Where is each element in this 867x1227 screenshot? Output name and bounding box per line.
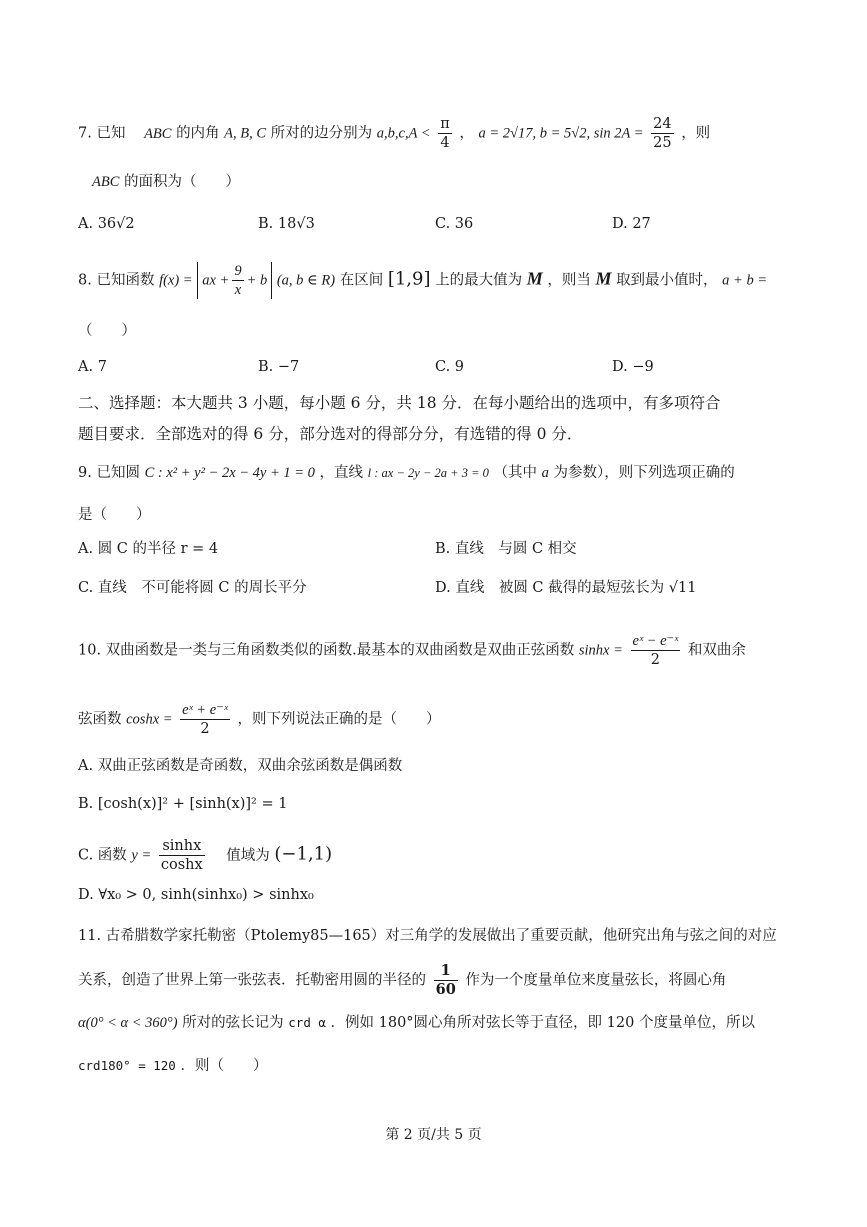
q7-line1: 7. 已知 ABC 的内角 A, B, C 所对的边分别为 a,b,c,A < $\frac{\pi}{4}$ ， a = 2√17, b = 5√2, sin 2A = $\frac{24}{25}$ ，则	[78, 116, 711, 151]
q7-conditions: a = 2√17, b = 5√2, sin 2A =	[478, 125, 644, 142]
q7-pi-fraction: $\frac{\pi}{4}$	[440, 116, 450, 151]
q9-circle-equation: C : x² + y² − 2x − 4y + 1 = 0	[144, 465, 315, 481]
q9-option-c: C. 直线 不可能将圆 C 的周长平分	[78, 580, 307, 596]
q9-option-d: D. 直线 被圆 C 截得的最短弦长为 √11	[435, 580, 697, 596]
q9-line1: 9. 已知圆 C : x² + y² − 2x − 4y + 1 = 0 ，直线 l : ax − 2y − 2a + 3 = 0 （其中 a 为参数），则下列选项正确的	[78, 465, 735, 481]
q8-option-b: B. −7	[258, 359, 300, 375]
q10-line2: 弦函数 coshx = $\frac{\text{eˣ + e⁻ˣ}}{2}$ ，则下列说法正确的是（ ）	[78, 702, 441, 737]
q8-line1: 8. 已知函数 f(x) = ax + $\frac{9}{x}$ + b (a, b ∈ R) 在区间 [1,9] 上的最大值为 M ，则当 M 取到最小值时， a + b =	[78, 263, 768, 298]
page-footer: 第 2 页/共 5 页	[385, 1127, 482, 1143]
q9-line-equation: l : ax − 2y − 2a + 3 = 0	[367, 466, 489, 480]
q7-sides: a,b,c,A <	[376, 125, 431, 142]
q7-sin-fraction: $\frac{24}{25}$	[653, 116, 672, 151]
q10-option-d: D. ∀x₀ > 0, sinh(sinhx₀) > sinhx₀	[78, 887, 314, 903]
q7-triangle: ABC	[144, 125, 172, 142]
q9-option-b: B. 直线 与圆 C 相交	[435, 541, 577, 557]
q7-angles: A, B, C	[224, 125, 267, 142]
q8-line2: （ ）	[78, 323, 136, 339]
q10-sinh-definition: sinhx =	[578, 642, 623, 659]
section2-heading-line1: 二、选择题：本大题共 3 小题，每小题 6 分，共 18 分．在每小题给出的选项中，有多项符合	[78, 394, 721, 412]
q8-function: f(x) =	[159, 272, 193, 289]
q8-option-a: A. 7	[78, 359, 107, 375]
q11-line3: α(0° < α < 360°) 所对的弦长记为 crd α ．例如 180°圆心角所对弦长等于直径，即 120 个度量单位，所以	[78, 1015, 755, 1031]
q11-line2: 关系，创造了世界上第一张弦表．托勒密用圆的半径的 $\frac{1}{60}$ 作为一个度量单位来度量弦长，将圆心角	[78, 962, 727, 998]
q7-text-2: 所对的边分别为	[270, 125, 373, 142]
q11-line4: crd180° = 120 ．则（ ）	[78, 1058, 268, 1074]
q11-line1: 11. 古希腊数学家托勒密（Ptolemy85—165）对三角学的发展做出了重要贡献，他研究出角与弦之间的对应	[78, 928, 777, 944]
q10-line1: 10. 双曲函数是一类与三角函数类似的函数.最基本的双曲函数是双曲正弦函数 sinhx = $\frac{\text{eˣ − e⁻ˣ}}{2}$ 和双曲余	[78, 633, 746, 668]
q8-option-d: D. −9	[612, 359, 654, 375]
q8-abs-expression: ax + $\frac{9}{x}$ + b	[197, 262, 272, 299]
q8-option-c: C. 9	[435, 359, 465, 375]
q10-sinh-fraction: $\frac{\text{eˣ − e⁻ˣ}}{2}$	[632, 633, 679, 668]
q9-line2: 是（ ）	[78, 507, 151, 523]
q9-option-a: A. 圆 C 的半径 r = 4	[78, 541, 219, 557]
q10-cosh-definition: coshx =	[126, 711, 173, 728]
q8-interval: [1,9]	[387, 268, 431, 290]
section2-heading-line2: 题目要求．全部选对的得 6 分，部分选对的得部分分，有选错的得 0 分．	[78, 425, 583, 443]
q10-option-b: B. [cosh(x)]² + [sinh(x)]² = 1	[78, 796, 288, 812]
q7-option-b: B. 18√3	[258, 216, 315, 232]
q10-cosh-fraction: $\frac{\text{eˣ + e⁻ˣ}}{2}$	[182, 702, 228, 737]
q10-option-a: A. 双曲正弦函数是奇函数，双曲余弦函数是偶函数	[78, 758, 403, 774]
q7-option-a: A. 36√2	[78, 216, 135, 232]
q7-number-text: 7. 已知	[78, 125, 126, 142]
q7-option-c: C. 36	[435, 216, 474, 232]
q7-text: 的内角	[176, 125, 220, 142]
q7-line2: ABC 的面积为（ ）	[92, 174, 240, 190]
q7-option-d: D. 27	[612, 216, 651, 232]
q10-option-c: C. 函数 y = $\frac{\sinh x}{\cosh x}$ 值域为 (−1,1)	[78, 838, 333, 873]
